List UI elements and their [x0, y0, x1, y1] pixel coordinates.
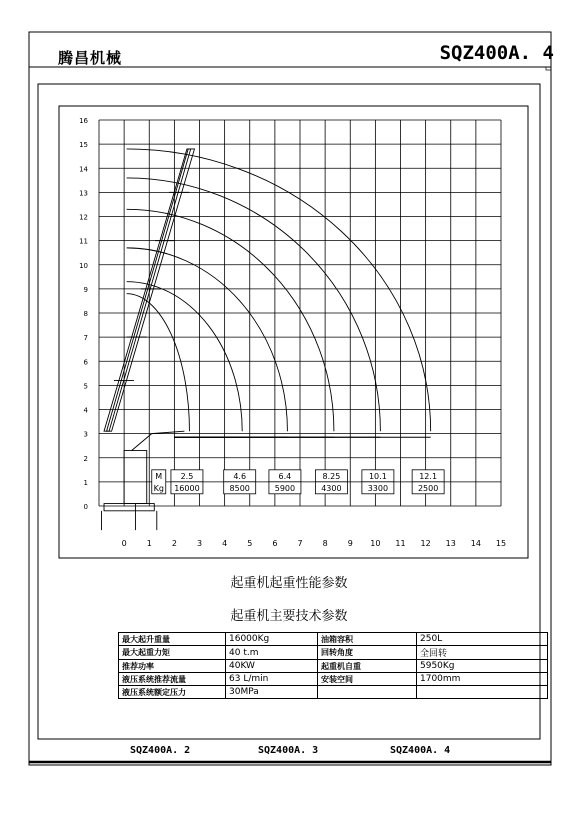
load-arc — [127, 294, 190, 432]
load-arc — [127, 149, 431, 431]
y-tick-label: 9 — [83, 285, 88, 294]
spec-value: 30MPa — [226, 686, 318, 699]
x-tick-label: 9 — [347, 539, 353, 548]
load-weight-label: 3300 — [367, 483, 389, 493]
x-tick-label: 3 — [196, 539, 203, 548]
load-weight-label: 4300 — [321, 483, 342, 493]
y-tick-label: 14 — [79, 165, 88, 174]
footer-model-2: SQZ400A. 3 — [258, 745, 319, 756]
spec-value2: 全回转 — [417, 646, 548, 660]
y-tick-label: 6 — [83, 358, 88, 367]
x-tick-label: 0 — [121, 539, 127, 548]
spec-label: 最大起升重量 — [119, 633, 226, 646]
y-tick-label: 4 — [83, 406, 88, 415]
spec-label: 最大起重力矩 — [119, 646, 226, 660]
spec-value2 — [417, 686, 548, 699]
brand-name: 腾昌机械 — [58, 49, 123, 67]
y-tick-label: 1 — [83, 478, 88, 487]
load-radius-label: 8.25 — [322, 471, 341, 481]
spec-label: 推荐功率 — [119, 660, 226, 673]
performance-caption: 起重机起重性能参数 — [230, 576, 348, 591]
y-tick-label: 7 — [83, 334, 88, 343]
load-arc — [127, 209, 334, 431]
load-arc — [127, 178, 381, 431]
spec-table — [118, 632, 548, 699]
x-tick-label: 15 — [495, 539, 507, 548]
y-axis-ticks — [79, 117, 88, 511]
spec-label: 液压系统推荐流量 — [119, 673, 226, 686]
y-tick-label: 8 — [83, 310, 88, 318]
spec-value: 16000Kg — [226, 633, 318, 646]
load-table-row-label: M — [155, 471, 163, 481]
spec-row — [119, 633, 548, 646]
technical-caption: 起重机主要技术参数 — [230, 609, 348, 624]
model-number: SQZ400A. 4 — [439, 42, 554, 64]
spec-value2: 1700mm — [417, 673, 548, 686]
x-tick-label: 1 — [146, 539, 152, 548]
spec-row — [119, 673, 548, 686]
x-tick-label: 8 — [322, 539, 328, 548]
load-weight-label: 5900 — [274, 483, 296, 493]
spec-value2: 5950Kg — [417, 660, 548, 673]
y-tick-label: 0 — [83, 503, 88, 511]
crane-raised-boom-inner — [107, 149, 191, 431]
footer-model-3: SQZ400A. 4 — [390, 745, 451, 756]
load-weight-label: 16000 — [174, 483, 200, 493]
spec-label2: 起重机自重 — [318, 660, 417, 673]
x-axis-ticks — [122, 539, 507, 548]
spec-value: 40 t.m — [226, 646, 318, 660]
spec-label2: 回转角度 — [318, 646, 417, 660]
footer-model-1: SQZ400A. 2 — [130, 745, 191, 756]
spec-value2: 250L — [417, 633, 548, 646]
x-tick-label: 4 — [222, 539, 228, 548]
load-table-row-label: Kg — [153, 483, 164, 493]
y-tick-label: 2 — [83, 454, 88, 463]
x-tick-label: 5 — [247, 539, 253, 548]
spec-label2: 油箱容积 — [318, 633, 417, 646]
y-tick-label: 5 — [83, 382, 88, 391]
crane-column — [124, 451, 147, 504]
load-radius-label: 12.1 — [419, 471, 438, 481]
x-tick-label: 14 — [470, 539, 481, 548]
spec-row — [119, 660, 548, 673]
x-tick-label: 2 — [171, 539, 177, 548]
y-tick-label: 15 — [79, 141, 88, 150]
y-tick-label: 16 — [79, 117, 88, 125]
spec-row — [119, 686, 548, 699]
load-radius-label: 2.5 — [180, 471, 194, 481]
y-tick-label: 13 — [79, 189, 88, 198]
spec-row — [119, 646, 548, 660]
load-radius-label: 4.6 — [233, 471, 247, 481]
load-weight-label: 8500 — [229, 483, 250, 493]
load-weight-label: 2500 — [417, 483, 439, 493]
load-arc — [127, 248, 288, 431]
y-tick-label: 12 — [79, 213, 88, 222]
crane-inner-boom — [132, 431, 185, 450]
y-tick-label: 3 — [83, 430, 88, 439]
spec-label2 — [318, 686, 417, 699]
spec-value: 40KW — [226, 660, 318, 673]
spec-value: 63 L/min — [226, 673, 318, 686]
x-tick-label: 13 — [445, 539, 456, 548]
x-tick-label: 11 — [395, 539, 406, 548]
x-tick-label: 7 — [297, 539, 303, 548]
x-tick-label: 10 — [370, 539, 381, 548]
spec-label2: 安装空间 — [318, 673, 417, 686]
load-radius-label: 6.4 — [278, 471, 292, 481]
y-tick-label: 11 — [79, 237, 88, 246]
y-tick-label: 10 — [79, 261, 88, 270]
x-tick-label: 6 — [272, 539, 278, 548]
load-radius-label: 10.1 — [368, 471, 387, 481]
crane-base — [104, 504, 154, 511]
spec-label: 液压系统额定压力 — [119, 686, 226, 699]
x-tick-label: 12 — [420, 539, 431, 548]
